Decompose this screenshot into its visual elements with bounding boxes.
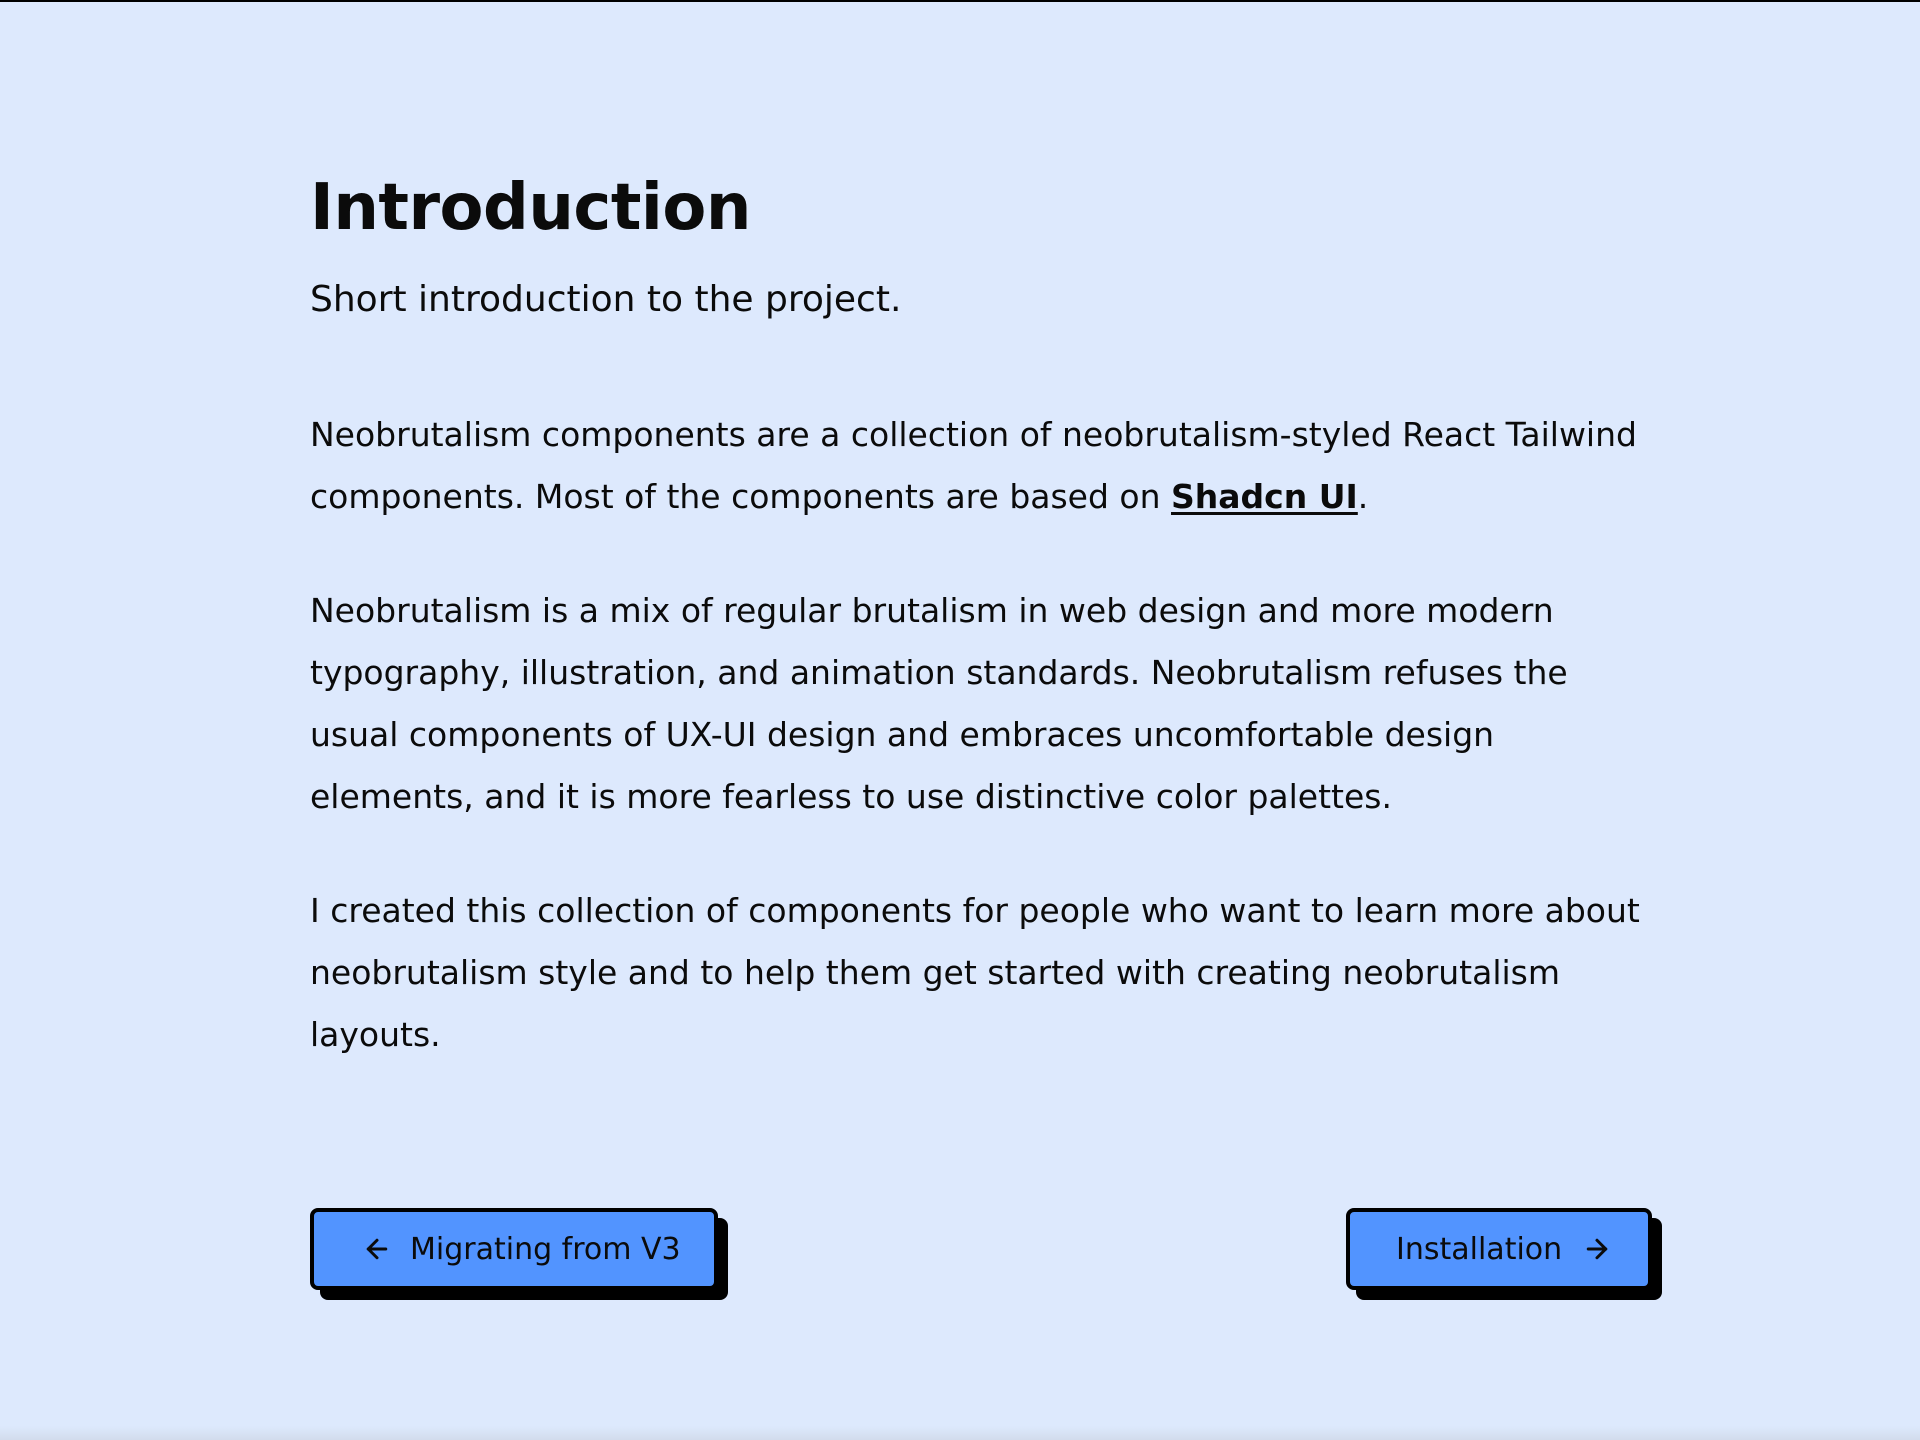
intro-paragraph-2: Neobrutalism is a mix of regular brutalism in web design and more modern typography, illustration, and animation standards. Neobrutalism refuses the usual components of UX-UI design and embraces uncomfortable design elements, and it is more fearless to use distinctive color palettes. [310, 590, 1568, 816]
bottom-edge [0, 1426, 1920, 1440]
shadcn-ui-link[interactable]: Shadcn UI [1171, 476, 1358, 516]
intro-paragraph-1-end: . [1357, 476, 1369, 516]
pagination-nav [310, 1208, 1652, 1298]
intro-paragraph-1-text: Neobrutalism components are a collection of neobrutalism-styled React Tailwind components. Most of the components are based on [310, 414, 1637, 516]
page-title: Introduction [310, 171, 751, 245]
next-page-label: Installation [1396, 1231, 1563, 1267]
page-subtitle: Short introduction to the project. [310, 278, 902, 320]
intro-paragraph-1 [310, 404, 1662, 528]
previous-page-button[interactable] [310, 1208, 718, 1290]
main-content [310, 170, 1662, 1066]
top-border [0, 0, 1920, 2]
next-page-button[interactable] [1346, 1208, 1652, 1290]
intro-paragraph-3: I created this collection of components for people who want to learn more about neobrutalism style and to help them get started with creating neobrutalism layouts. [310, 890, 1640, 1054]
arrow-left-icon [362, 1234, 392, 1264]
previous-page-label: Migrating from V3 [410, 1231, 681, 1267]
arrow-right-icon [1582, 1234, 1612, 1264]
